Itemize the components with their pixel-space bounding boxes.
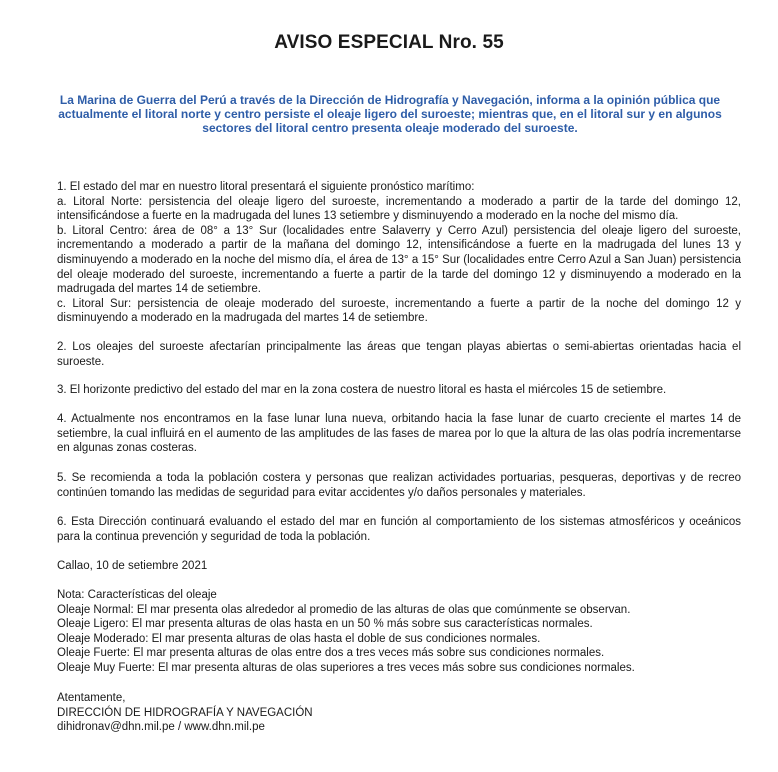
item-4-paragraph: 4. Actualmente nos encontramos en la fase lunar luna nueva, orbitando hacia la fase lunar de cuarto creciente el martes 14 de setiembre, la cual influirá en el aumento de las amplitudes de las fases de marea por lo que la altura de las olas podría incrementarse en algunas zonas costeras.	[57, 413, 741, 455]
signature-org: DIRECCIÓN DE HIDROGRAFÍA Y NAVEGACIÓN	[57, 706, 313, 719]
item-6-paragraph: 6. Esta Dirección continuará evaluando el estado del mar en función al comportamiento de los sistemas atmosféricos y oceánicos para la continua prevención y seguridad de toda la población.	[57, 516, 741, 543]
note-muy-fuerte: Oleaje Muy Fuerte: El mar presenta alturas de olas superiores a tres veces más sobre sus condiciones normales.	[57, 661, 635, 674]
note-fuerte: Oleaje Fuerte: El mar presenta alturas de olas entre dos a tres veces más sobre sus condiciones normales.	[57, 647, 605, 660]
item-3-paragraph: 3. El horizonte predictivo del estado del mar en la zona costera de nuestro litoral es hasta el miércoles 15 de setiembre.	[57, 384, 667, 396]
note-section	[57, 588, 741, 676]
date-line: Callao, 10 de setiembre 2021	[57, 560, 208, 572]
item-1b-paragraph: b. Litoral Centro: área de 08° a 13° Sur (localidades entre Salaverry y Cerro Azul) persistencia del oleaje ligero del suroeste, incrementando a moderado a partir de la mañana del domingo 12, intensificándose a fuerte en la madrugada del lunes 13 y disminuyendo a moderado en la noche del mismo día, el área de 13° a 15° Sur (localidades entre Cerro Azul a San Juan) persistencia del oleaje moderado del suroeste, incrementando a fuerte a partir de la tarde del domingo 12 y disminuyendo a moderado en la madrugada del martes 14 de setiembre.	[57, 224, 741, 296]
note-heading: Nota: Características del oleaje	[57, 589, 217, 601]
intro-paragraph: La Marina de Guerra del Perú a través de la Dirección de Hidrografía y Navegación, informa a la opinión pública que actualmente el litoral norte y centro persiste el oleaje ligero del suroeste; mientras que, en el litoral sur y en algunos sectores del litoral centro presenta oleaje moderado del suroeste.	[58, 93, 722, 135]
item-1-section	[57, 180, 741, 326]
item-1a-paragraph: a. Litoral Norte: persistencia del oleaje ligero del suroeste, incrementando a moderado a partir de la tarde del domingo 12, intensificándose a fuerte en la madrugada del lunes 13 setiembre y disminuyendo a moderado en la noche del mismo día.	[57, 195, 741, 223]
note-normal: Oleaje Normal: El mar presenta olas alrededor al promedio de las alturas de olas que comúnmente se observan.	[57, 603, 631, 616]
item-5-paragraph: 5. Se recomienda a toda la población costera y personas que realizan actividades portuarias, pesqueras, deportivas y de recreo continúen tomando las medidas de seguridad para evitar accidentes y/o daños personales y materiales.	[57, 472, 741, 499]
signature-section	[57, 691, 741, 735]
signature-contact: dihidronav@dhn.mil.pe / www.dhn.mil.pe	[57, 721, 265, 734]
document-title: AVISO ESPECIAL Nro. 55	[274, 32, 504, 53]
item-1c-paragraph: c. Litoral Sur: persistencia de oleaje moderado del suroeste, incrementando a fuerte a partir de la noche del domingo 12 y disminuyendo a moderado en la madrugada del martes 14 de setiembre.	[57, 297, 741, 325]
item-1-heading: 1. El estado del mar en nuestro litoral presentará el siguiente pronóstico marítimo:	[57, 181, 475, 193]
signature-closing: Atentamente,	[57, 692, 126, 704]
note-ligero: Oleaje Ligero: El mar presenta alturas de olas hasta en un 50 % más sobre sus características normales.	[57, 618, 593, 631]
item-2-paragraph: 2. Los oleajes del suroeste afectarían principalmente las áreas que tengan playas abiertas o semi-abiertas orientadas hacia el suroeste.	[57, 341, 741, 368]
note-moderado: Oleaje Moderado: El mar presenta alturas de olas hasta el doble de sus condiciones normales.	[57, 632, 541, 645]
